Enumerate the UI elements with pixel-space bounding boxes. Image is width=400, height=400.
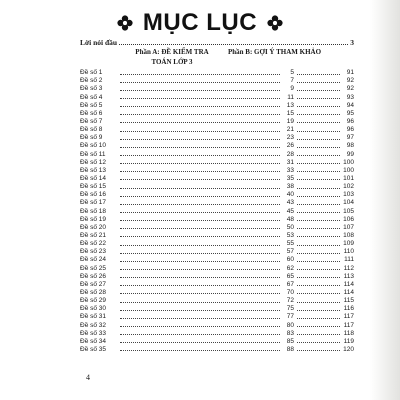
toc-row bbox=[80, 133, 354, 141]
toc-row bbox=[80, 174, 354, 182]
leader-dots bbox=[297, 228, 340, 229]
toc-row-label: Đề số 35 bbox=[80, 345, 107, 353]
toc-row-page-a: 38 bbox=[286, 183, 294, 191]
toc-row bbox=[80, 296, 354, 304]
toc-row-page-a: 62 bbox=[286, 264, 294, 272]
leader-dots bbox=[297, 310, 340, 311]
toc-row-label: Đề số 16 bbox=[80, 191, 107, 199]
toc-row-label: Đề số 10 bbox=[80, 142, 107, 150]
toc-row-page-b: 120 bbox=[343, 345, 354, 353]
toc-row-page-a: 60 bbox=[286, 256, 294, 264]
toc-row bbox=[80, 198, 354, 206]
toc-row bbox=[80, 312, 354, 320]
leader-dots bbox=[120, 277, 280, 278]
toc-row-page-b: 92 bbox=[346, 85, 354, 93]
leader-dots bbox=[297, 90, 340, 91]
toc-row-page-b: 93 bbox=[346, 93, 354, 101]
toc-row bbox=[80, 68, 354, 76]
leader-dots bbox=[297, 334, 340, 335]
part-b-heading bbox=[228, 47, 338, 57]
toc-row-page-b: 114 bbox=[343, 288, 354, 296]
toc-row bbox=[80, 345, 354, 353]
toc-row-page-a: 9 bbox=[290, 85, 294, 93]
toc-row-page-b: 101 bbox=[343, 174, 354, 182]
flower-icon bbox=[117, 15, 133, 31]
toc-row-page-a: 88 bbox=[286, 345, 294, 353]
toc-row-page-a: 77 bbox=[286, 313, 294, 321]
toc-row bbox=[80, 329, 354, 337]
leader-dots bbox=[120, 350, 280, 351]
toc-row-label: Đề số 13 bbox=[80, 166, 107, 174]
toc-row-page-b: 116 bbox=[343, 305, 354, 313]
toc-row-page-a: 75 bbox=[286, 305, 294, 313]
toc-row-page-b: 97 bbox=[346, 134, 354, 142]
leader-dots bbox=[120, 163, 280, 164]
leader-dots bbox=[120, 179, 280, 180]
leader-dots bbox=[120, 310, 280, 311]
leader-dots bbox=[120, 171, 280, 172]
leader-dots bbox=[297, 155, 340, 156]
toc-row bbox=[80, 272, 354, 280]
toc-row bbox=[80, 206, 354, 214]
toc-row-page-a: 5 bbox=[290, 69, 294, 77]
leader-dots bbox=[120, 342, 280, 343]
leader-dots bbox=[120, 326, 280, 327]
toc-row-page-b: 109 bbox=[343, 240, 354, 248]
toc-row-page-a: 35 bbox=[286, 174, 294, 182]
leader-dots bbox=[297, 163, 340, 164]
toc-row bbox=[80, 182, 354, 190]
leader-dots bbox=[297, 302, 340, 303]
leader-dots bbox=[297, 98, 340, 99]
toc-row-label: Đề số 15 bbox=[80, 183, 107, 191]
toc-row-page-a: 70 bbox=[286, 288, 294, 296]
toc-row-page-b: 91 bbox=[346, 69, 354, 77]
leader-dots bbox=[120, 204, 280, 205]
toc-row-page-a: 43 bbox=[286, 199, 294, 207]
part-a-line1: Phần A: ĐỀ KIỂM TRA bbox=[135, 48, 209, 56]
leader-dots bbox=[120, 236, 280, 237]
leader-dots bbox=[297, 269, 340, 270]
toc-row bbox=[80, 125, 354, 133]
toc-row-label: Đề số 5 bbox=[80, 101, 103, 109]
toc-row bbox=[80, 288, 354, 296]
leader-dots bbox=[297, 318, 340, 319]
toc-row-page-a: 7 bbox=[290, 77, 294, 85]
toc-row-page-b: 107 bbox=[343, 223, 354, 231]
toc-row-page-b: 119 bbox=[343, 337, 354, 345]
toc-row-label: Đề số 7 bbox=[80, 117, 103, 125]
leader-dots bbox=[120, 302, 280, 303]
toc-row bbox=[80, 280, 354, 288]
toc-row-page-b: 106 bbox=[343, 215, 354, 223]
leader-dots bbox=[120, 188, 280, 189]
part-a-heading bbox=[122, 47, 222, 67]
leader-dots bbox=[297, 236, 340, 237]
toc-row-page-a: 19 bbox=[286, 117, 294, 125]
toc-row-page-b: 117 bbox=[343, 321, 354, 329]
toc-row-label: Đề số 2 bbox=[80, 77, 103, 85]
toc-row-page-b: 96 bbox=[346, 126, 354, 134]
leader-dots bbox=[120, 212, 280, 213]
leader-dots bbox=[297, 114, 340, 115]
toc-row bbox=[80, 215, 354, 223]
leader-dots bbox=[297, 122, 340, 123]
toc-row-page-b: 103 bbox=[343, 191, 354, 199]
toc-row-page-b: 100 bbox=[343, 158, 354, 166]
toc-list bbox=[80, 68, 354, 353]
intro-label: Lời nói đầu bbox=[80, 38, 118, 47]
toc-row-label: Đề số 23 bbox=[80, 248, 107, 256]
toc-row-page-b: 113 bbox=[343, 272, 354, 280]
toc-row-page-b: 96 bbox=[346, 117, 354, 125]
toc-row-page-a: 83 bbox=[286, 329, 294, 337]
toc-row-label: Đề số 11 bbox=[80, 150, 106, 158]
toc-row-page-b: 108 bbox=[343, 231, 354, 239]
toc-row-page-b: 95 bbox=[346, 109, 354, 117]
toc-row bbox=[80, 255, 354, 263]
toc-row-page-b: 115 bbox=[343, 297, 354, 305]
leader-dots bbox=[119, 44, 348, 45]
toc-row-page-b: 117 bbox=[343, 313, 354, 321]
toc-row bbox=[80, 149, 354, 157]
leader-dots bbox=[120, 139, 280, 140]
leader-dots bbox=[120, 122, 280, 123]
toc-row-label: Đề số 1 bbox=[80, 69, 103, 77]
leader-dots bbox=[297, 342, 340, 343]
toc-row-label: Đề số 28 bbox=[80, 288, 107, 296]
toc-row bbox=[80, 117, 354, 125]
toc-row-label: Đề số 14 bbox=[80, 174, 107, 182]
toc-row-page-b: 99 bbox=[346, 150, 354, 158]
toc-row-page-b: 92 bbox=[346, 77, 354, 85]
leader-dots bbox=[297, 293, 340, 294]
leader-dots bbox=[120, 74, 280, 75]
leader-dots bbox=[297, 179, 340, 180]
toc-row-page-b: 98 bbox=[346, 142, 354, 150]
leader-dots bbox=[297, 196, 340, 197]
leader-dots bbox=[120, 196, 280, 197]
toc-row bbox=[80, 231, 354, 239]
leader-dots bbox=[120, 106, 280, 107]
part-a-line2: TOÁN LỚP 3 bbox=[151, 58, 193, 66]
leader-dots bbox=[120, 245, 280, 246]
toc-row-label: Đề số 25 bbox=[80, 264, 107, 272]
leader-dots bbox=[297, 106, 340, 107]
leader-dots bbox=[120, 228, 280, 229]
toc-row-page-b: 100 bbox=[343, 166, 354, 174]
toc-row-page-b: 94 bbox=[346, 101, 354, 109]
toc-row-label: Đề số 34 bbox=[80, 337, 107, 345]
toc-row-label: Đề số 6 bbox=[80, 109, 103, 117]
leader-dots bbox=[297, 245, 340, 246]
leader-dots bbox=[120, 147, 280, 148]
toc-row-label: Đề số 22 bbox=[80, 240, 107, 248]
toc-row-page-a: 50 bbox=[286, 223, 294, 231]
leader-dots bbox=[120, 293, 280, 294]
part-b-line1: Phần B: GỢI Ý THAM KHẢO bbox=[228, 48, 322, 56]
toc-row bbox=[80, 101, 354, 109]
toc-row-label: Đề số 12 bbox=[80, 158, 107, 166]
intro-page: 3 bbox=[350, 38, 354, 47]
toc-row-page-a: 45 bbox=[286, 207, 294, 215]
leader-dots bbox=[297, 82, 340, 83]
toc-row bbox=[80, 166, 354, 174]
toc-row-page-a: 11 bbox=[287, 93, 294, 101]
toc-row-page-b: 111 bbox=[344, 256, 354, 264]
toc-row-page-b: 110 bbox=[343, 248, 354, 256]
toc-row-page-a: 57 bbox=[286, 248, 294, 256]
toc-row bbox=[80, 320, 354, 328]
toc-row-page-a: 65 bbox=[286, 272, 294, 280]
leader-dots bbox=[120, 285, 280, 286]
toc-row-page-a: 23 bbox=[286, 134, 294, 142]
toc-row-page-b: 105 bbox=[343, 207, 354, 215]
toc-row-page-b: 102 bbox=[343, 183, 354, 191]
toc-row-page-b: 104 bbox=[343, 199, 354, 207]
leader-dots bbox=[297, 131, 340, 132]
toc-row-label: Đề số 30 bbox=[80, 305, 107, 313]
toc-row bbox=[80, 263, 354, 271]
toc-row-label: Đề số 32 bbox=[80, 321, 107, 329]
leader-dots bbox=[297, 326, 340, 327]
toc-row-page-a: 48 bbox=[286, 215, 294, 223]
toc-row-label: Đề số 31 bbox=[80, 313, 107, 321]
toc-row-label: Đề số 18 bbox=[80, 207, 107, 215]
toc-row bbox=[80, 158, 354, 166]
leader-dots bbox=[297, 220, 340, 221]
toc-row-label: Đề số 4 bbox=[80, 93, 103, 101]
intro-entry bbox=[80, 35, 354, 47]
leader-dots bbox=[120, 98, 280, 99]
flower-icon bbox=[267, 15, 283, 31]
toc-row-label: Đề số 20 bbox=[80, 223, 107, 231]
leader-dots bbox=[297, 147, 340, 148]
leader-dots bbox=[120, 131, 280, 132]
toc-row-page-a: 33 bbox=[286, 166, 294, 174]
toc-row-page-a: 55 bbox=[286, 240, 294, 248]
toc-row bbox=[80, 84, 354, 92]
toc-row-page-a: 13 bbox=[286, 101, 294, 109]
leader-dots bbox=[297, 204, 340, 205]
toc-row bbox=[80, 76, 354, 84]
toc-row-page-b: 118 bbox=[343, 329, 354, 337]
page-number: 4 bbox=[86, 373, 90, 382]
toc-row-page-a: 21 bbox=[286, 126, 294, 134]
toc-row bbox=[80, 337, 354, 345]
toc-row-page-a: 53 bbox=[286, 231, 294, 239]
toc-row-page-a: 72 bbox=[286, 297, 294, 305]
toc-row-label: Đề số 27 bbox=[80, 280, 107, 288]
leader-dots bbox=[297, 74, 340, 75]
toc-row-page-a: 31 bbox=[286, 158, 294, 166]
toc-row-page-a: 15 bbox=[286, 109, 294, 117]
leader-dots bbox=[120, 253, 280, 254]
toc-row bbox=[80, 239, 354, 247]
leader-dots bbox=[120, 318, 280, 319]
toc-row-page-a: 26 bbox=[286, 142, 294, 150]
toc-row-label: Đề số 29 bbox=[80, 297, 107, 305]
toc-row-page-b: 112 bbox=[343, 264, 354, 272]
toc-row bbox=[80, 190, 354, 198]
toc-row-label: Đề số 21 bbox=[80, 231, 107, 239]
toc-row bbox=[80, 109, 354, 117]
toc-row bbox=[80, 141, 354, 149]
leader-dots bbox=[120, 334, 280, 335]
toc-row bbox=[80, 92, 354, 100]
leader-dots bbox=[120, 220, 280, 221]
toc-row-label: Đề số 24 bbox=[80, 256, 107, 264]
leader-dots bbox=[297, 253, 340, 254]
leader-dots bbox=[297, 277, 340, 278]
toc-row-page-a: 80 bbox=[286, 321, 294, 329]
leader-dots bbox=[297, 171, 340, 172]
leader-dots bbox=[297, 139, 340, 140]
leader-dots bbox=[120, 114, 280, 115]
toc-row-page-a: 40 bbox=[286, 191, 294, 199]
toc-row-page-a: 85 bbox=[286, 337, 294, 345]
page-edge-shadow bbox=[370, 0, 400, 400]
toc-row-page-a: 67 bbox=[286, 280, 294, 288]
toc-row-label: Đề số 9 bbox=[80, 134, 103, 142]
toc-row bbox=[80, 304, 354, 312]
leader-dots bbox=[297, 188, 340, 189]
toc-row-page-b: 114 bbox=[343, 280, 354, 288]
toc-row bbox=[80, 223, 354, 231]
toc-row-page-a: 28 bbox=[286, 150, 294, 158]
toc-row-label: Đề số 33 bbox=[80, 329, 107, 337]
toc-row-label: Đề số 3 bbox=[80, 85, 103, 93]
toc-row-label: Đề số 26 bbox=[80, 272, 107, 280]
leader-dots bbox=[120, 90, 280, 91]
leader-dots bbox=[120, 82, 280, 83]
leader-dots bbox=[297, 350, 340, 351]
toc-row-label: Đề số 19 bbox=[80, 215, 107, 223]
leader-dots bbox=[120, 261, 280, 262]
leader-dots bbox=[297, 285, 340, 286]
leader-dots bbox=[120, 155, 280, 156]
leader-dots bbox=[120, 269, 280, 270]
toc-row bbox=[80, 247, 354, 255]
toc-row-label: Đề số 17 bbox=[80, 199, 107, 207]
toc-row-label: Đề số 8 bbox=[80, 126, 103, 134]
leader-dots bbox=[297, 261, 340, 262]
leader-dots bbox=[297, 212, 340, 213]
title-row bbox=[0, 8, 400, 38]
page-title: MỤC LỤC bbox=[142, 9, 258, 36]
